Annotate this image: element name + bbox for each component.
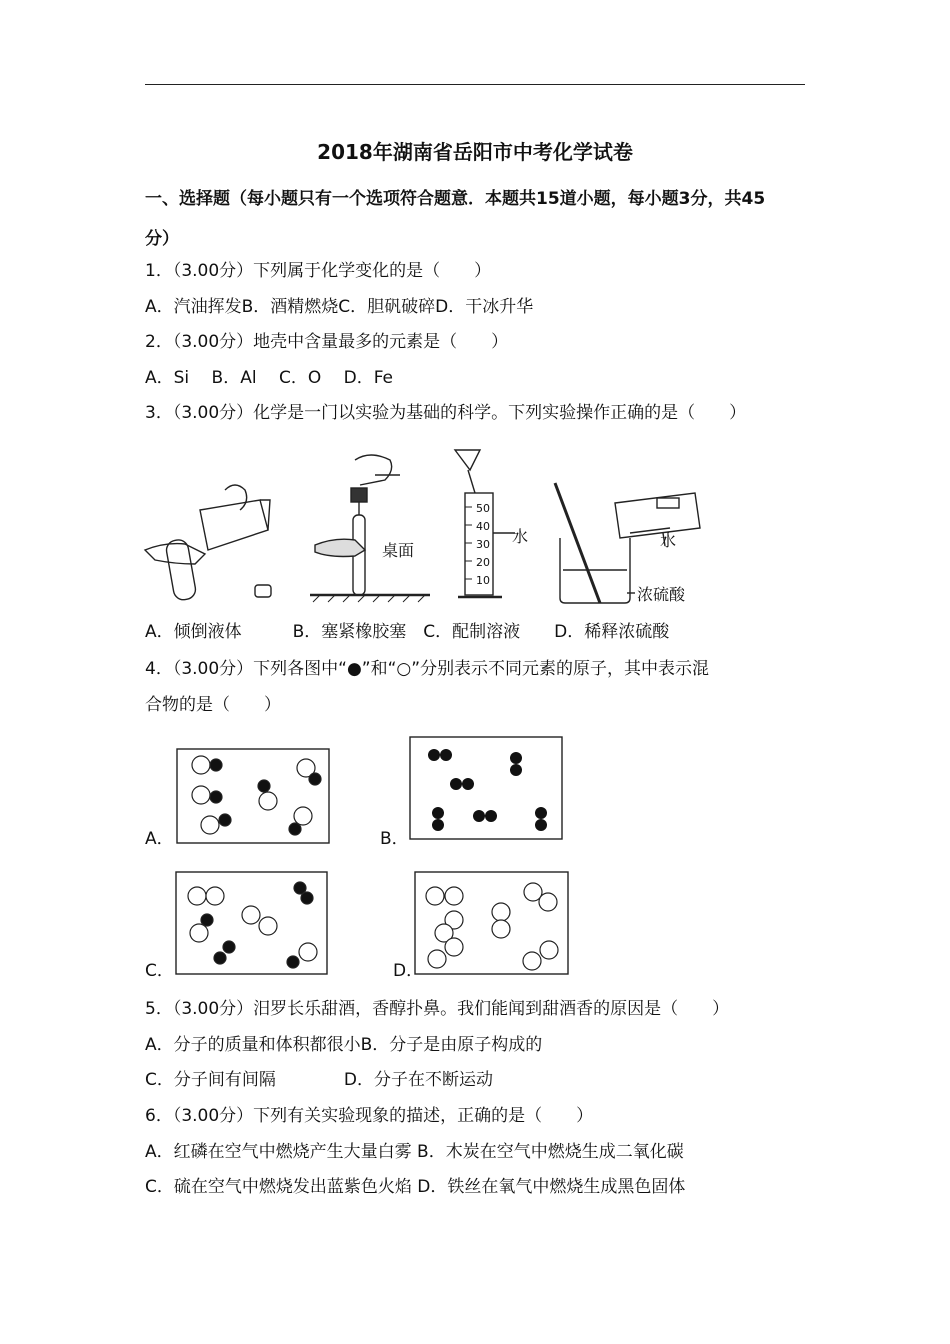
q4-stem-cont: 合物的是（ ）: [145, 695, 281, 715]
q4-label-a: A．: [145, 829, 174, 849]
q2-stem: 2．（3.00分）地壳中含量最多的元素是（ ）: [145, 332, 509, 352]
water-label-d: 水: [660, 531, 677, 550]
q4-box-b: [409, 736, 565, 842]
q4-stem: 4．（3.00分）下列各图中“●”和“○”分别表示不同元素的原子，其中表示混: [145, 659, 710, 679]
desk-label: 桌面: [382, 541, 415, 560]
q6-options-1: A．红磷在空气中燃烧产生大量白雾 B．木炭在空气中燃烧生成二氧化碳: [145, 1142, 684, 1162]
q4-label-b: B．: [380, 829, 409, 849]
section-heading-cont: 分）: [145, 229, 179, 249]
cylinder-scale: 50 40 30 20 10: [476, 502, 490, 587]
section-heading: 一、选择题（每小题只有一个选项符合题意．本题共15道小题，每小题3分，共45: [145, 189, 766, 209]
q5-stem: 5．（3.00分）汨罗长乐甜酒，香醇扑鼻。我们能闻到甜酒香的原因是（ ）: [145, 999, 730, 1019]
q4-box-c: [175, 871, 331, 977]
header-rule: [145, 84, 805, 85]
fig-insert-stopper: [305, 450, 440, 610]
q5-options-1: A．分子的质量和体积都很小B．分子是由原子构成的: [145, 1035, 543, 1055]
q3-options: A．倾倒液体 B．塞紧橡胶塞 C．配制溶液 D．稀释浓硫酸: [145, 622, 670, 642]
q3-stem: 3．（3.00分）化学是一门以实验为基础的科学。下列实验操作正确的是（ ）: [145, 403, 747, 423]
water-label-c: 水: [512, 527, 529, 546]
q4-label-d: D．: [393, 961, 424, 981]
q4-box-a: [176, 748, 332, 846]
q1-stem: 1．（3.00分）下列属于化学变化的是（ ）: [145, 261, 492, 281]
q4-box-d: [414, 871, 570, 977]
q1-options: A．汽油挥发B．酒精燃烧C．胆矾破碎D．干冰升华: [145, 297, 534, 317]
page-title: 2018年湖南省岳阳市中考化学试卷: [317, 140, 633, 164]
q2-options: A．Si B．Al C．O D．Fe: [145, 368, 394, 388]
q6-stem: 6．（3.00分）下列有关实验现象的描述，正确的是（ ）: [145, 1106, 594, 1126]
q6-options-2: C．硫在空气中燃烧发出蓝紫色火焰 D．铁丝在氧气中燃烧生成黑色固体: [145, 1177, 686, 1197]
fig-pour-liquid: [140, 470, 280, 610]
q4-label-c: C．: [145, 961, 174, 981]
q5-options-2: C．分子间有间隔 D．分子在不断运动: [145, 1070, 493, 1090]
acid-label: 浓硫酸: [637, 585, 686, 604]
